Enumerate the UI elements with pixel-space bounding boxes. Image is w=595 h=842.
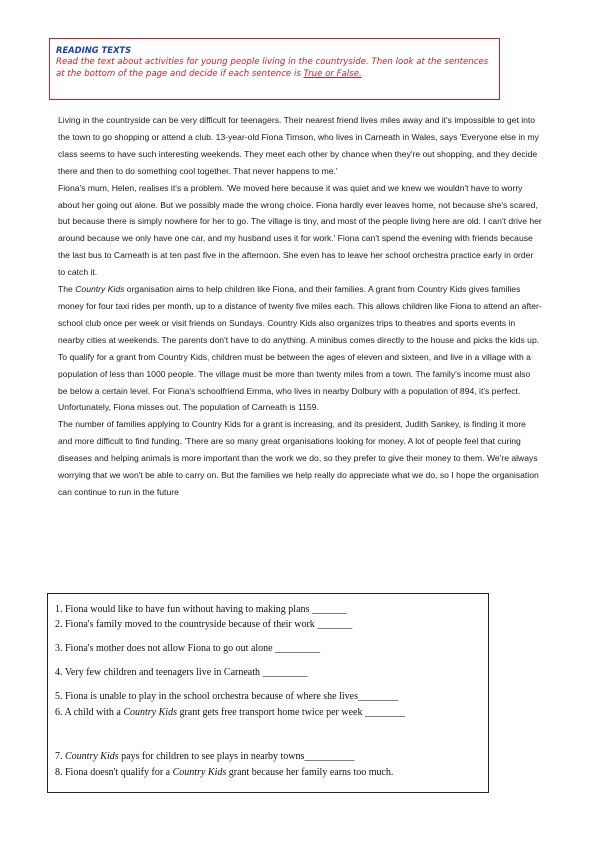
section-title: READING TEXTS [56, 45, 132, 55]
question-3: 3. Fiona's mother does not allow Fiona to go out alone _________ [55, 643, 321, 654]
reading-paragraph-1: Living in the countryside can be very difficult for teenagers. Their nearest friend lives miles away and it's impossible to get into the town to go shopping or attend a club. 13-year-old Fiona Timson, who lives in Carneath in Wales, says 'Everyone else in my class seems to have such interesting weekends. They meet each other by chance when they're out shopping, and they decide there and then to do something cool together. That never happens to me.' [58, 115, 539, 176]
organisation-name: Country Kids [75, 284, 125, 295]
question-8 [55, 767, 435, 780]
instruction-true-false: True or False. [303, 69, 362, 79]
instructions-box [49, 38, 500, 100]
reading-paragraph-5: The number of families applying to Country Kids for a grant is increasing, and its president, Judith Sankey, is finding it more and more difficult to find funding. 'There are so many great organisations looking for money. A lot of people feel that curing diseases and helping animals is more important than the work we do, so they prefer to give their money to them. We're always worrying that we won't be able to carry on. But the families we help really do appreciate what we do, so I hope the organisation can continue to run in the future [58, 419, 539, 497]
paragraph-3-rest: organisation aims to help children like Fiona, and their families. A grant from Country Kids gives families money for four taxi rides per month, up to a distance of twenty five miles each. This allows children like Fiona to attend an after-school club once per week or visit friends on Sundays. Country Kids also organizes trips to theatres and sports events in nearby cities at weekends. The parents don't have to do anything. A minibus comes directly to the house and picks the kids up. [58, 284, 542, 345]
question-8-org: Country Kids [172, 767, 227, 778]
question-6 [55, 707, 480, 720]
reading-paragraph-4: To qualify for a grant from Country Kids, children must be between the ages of eleven and sixteen, and live in a village with a population of less than 1000 people. The village must be more than twenty miles from a town. The family's income must also be below a certain level. For Fiona's schoolfriend Emma, who lives in nearby Dolbury with a population of 894, it's perfect. Unfortunately, Fiona misses out. The population of Carneath is 1159. [58, 351, 531, 413]
instruction-main: Read the text about activities for young people living in the countryside. Then look at the sentences at the bottom of the page and decide if each sentence is [56, 57, 489, 79]
question-7-start: 7. [55, 751, 65, 762]
question-7 [55, 751, 480, 764]
reading-text [58, 112, 542, 501]
question-5: 5. Fiona is unable to play in the school orchestra because of where she lives________ [55, 691, 398, 702]
reading-paragraph-2: Fiona's mum, Helen, realises it's a problem. 'We moved here because it was quiet and we knew we wouldn't have to worry about her going out alone. But we possibly made the wrong choice. Fiona hardly ever leaves home, not because she's scared, but because there is simply nowhere for her to go. The village is tiny, and most of the people living here are old. I can't drive her around because we only have one car, and my husband uses it for work.' Fiona can't spend the evening with friends because the last bus to Carneath is at ten past five in the afternoon. She even has to leave her school orchestra practice early in order to catch it. [58, 182, 542, 278]
question-6-end: grant gets free transport home twice per week ________ [176, 707, 405, 718]
question-4: 4. Very few children and teenagers live in Carneath _________ [55, 667, 308, 678]
questions-box [47, 593, 489, 793]
question-1: 1. Fiona would like to have fun without having to making plans _______ [55, 604, 347, 615]
question-6-org: Country Kids [123, 707, 177, 718]
question-8-start: 8. Fiona doesn't qualify for a [55, 767, 173, 778]
paragraph-3-start: The [58, 284, 76, 295]
question-6-start: 6. A child with a [55, 707, 124, 718]
question-7-end: pays for children to see plays in nearby towns__________ [118, 751, 355, 762]
question-7-org: Country Kids [65, 751, 119, 762]
question-8-end: grant because her family earns too much. [226, 767, 394, 778]
question-2: 2. Fiona's family moved to the countryside because of their work _______ [55, 619, 353, 630]
instruction-text [56, 56, 494, 80]
reading-paragraph-3 [58, 281, 542, 349]
